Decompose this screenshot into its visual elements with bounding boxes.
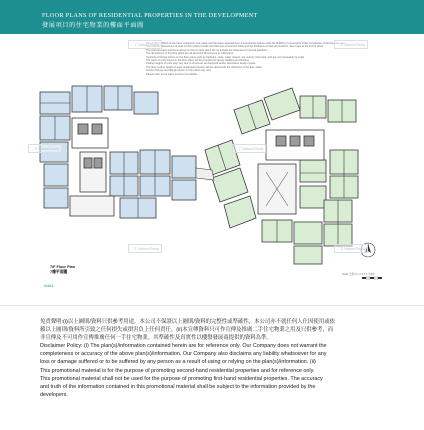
link-bridge [196, 168, 214, 180]
left-core [70, 118, 114, 216]
title-en: FLOOR PLANS OF RESIDENTIAL PROPERTIES IN THE DEVELOPMENT [42, 12, 258, 19]
floor-label-zh: 7樓平面圖 [50, 270, 68, 274]
disclaimer-line: 免責聲明:(i)以上圖則/資料只供參考用途，本公司不保證以上圖則/資料的完整性或準確性，本公司亦不就任何人仕因使用或依 [40, 319, 335, 325]
disclaimer-line: This promotional material is for the purpose of promoting second-hand residential properties and for reference only. [40, 367, 315, 374]
plan-note: Ceiling heights of units may vary due to structural, architectural and/or decoration design needs. [146, 62, 257, 66]
scale-label: Scale 比例 0 1 2 3 4 5 米(M) [342, 273, 375, 276]
watermark-logo: 二手 Midland Realty [28, 144, 62, 153]
watermark-logo: 二手 Midland Realty [128, 40, 162, 49]
disclaimer-line: This promotional material shall not be used for the purpose of promoting first-hand residential properties. The accuracy [40, 375, 323, 382]
watermark-logo: 二手 Midland Realty [128, 244, 162, 253]
plan-note: The external dimensions of units on floor plans include the thickness of external walls and the thickness of internal partitions. See notes at the end of plans. [146, 45, 324, 49]
disclaimer-line: completeness or accuracy of the above plan(s)/information. Our Company also disclaims any liability whatsoever for any [40, 351, 327, 358]
plan-note: The parts of units shown in the floor plans will be provided for facing cladding and finishes. [146, 59, 250, 63]
watermark-logo: 二手 Midland Realty [334, 244, 368, 253]
title-zh: 發展項目的住宅物業的樓面平面圖 [42, 22, 144, 29]
plan-note: Certain fixtures and fittings shown on the plans may vary. [146, 69, 212, 73]
plan-note: The dimensions of the floor plans are all structural dimensions in millimetres. [146, 52, 234, 56]
plan-note: Symbols of fittings shown on the floor plans such as bathtubs, sinks, water closets, are merely schematic, and are not necessarily to scale. [146, 55, 305, 59]
floor-plan-label [50, 265, 75, 275]
floor-label-en: 7/F Floor Plan [50, 265, 76, 269]
plan-note: Please refer to the sales brochure for details. [146, 72, 198, 76]
disclaimer-line: and truth of the information contained in this promotional material shall be subject to the information provided by the [40, 383, 316, 390]
plan-note: Part 4 (4C) of Block 3 has been omitted for unit cases and has been diverted from a recreational space under the Building (Conversion) Order completion of the Development [146, 42, 345, 45]
watermark-logo: 二手 Midland Realty [334, 40, 368, 49]
scale-bar [362, 277, 382, 279]
plan-note: The floor-to-floor height of each residential property will be varied with the thickness of the floor slabs. [146, 65, 263, 69]
disclaimer [40, 318, 400, 399]
disclaimer-line: developers. [40, 391, 68, 398]
disclaimer-line: Disclaimer Policy: (i) The plan(s)/information contained herein are for reference only. Our Company does not warrant the [40, 343, 327, 350]
plan-note: The internal areas and dimensions of units on floor plans do not include the thickness of internal partitions. [146, 48, 268, 52]
disclaimer-line: 賴以上圖則/資料所引致之任何損失或損害負上任何責任。(ii)本宣傳資料只可作宣傳及推廣二手住宅物業之用及只供參考，而 [40, 327, 334, 334]
disclaimer-line: loss or damage suffered or to be suffered by any person as a result of using or relying on the plan(s)/information. (ii) [40, 359, 316, 366]
disclaimer-line: 非宣傳及不可用作宣傳推廣任何一手住宅物業。其準確性及真實性以樓盤發展商提供的資料為準。 [40, 335, 272, 342]
watermark-logo: 二手 Midland Realty [232, 144, 266, 153]
page-number: A4A1 [44, 283, 54, 288]
